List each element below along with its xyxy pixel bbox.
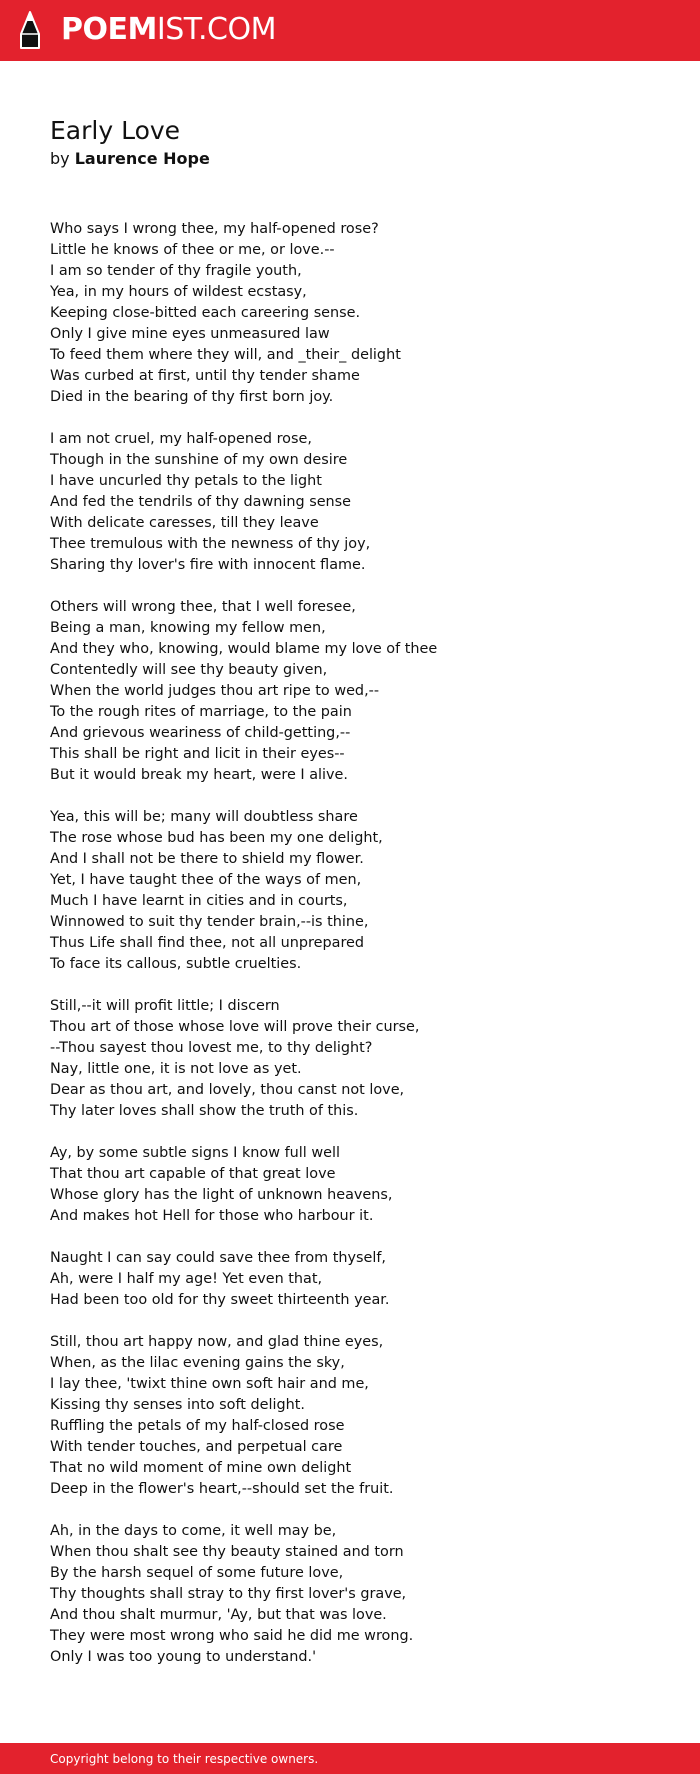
poem-author: Laurence Hope (74, 149, 210, 168)
poem-line: Naught I can say could save thee from thyself, (50, 1250, 387, 1266)
poem-stanza (50, 219, 670, 408)
poem-line: Still, thou art happy now, and glad thine eyes, (50, 1334, 384, 1350)
poem-line: When, as the lilac evening gains the sky, (50, 1355, 345, 1371)
poem-line: When thou shalt see thy beauty stained and torn (50, 1544, 404, 1560)
poem-stanza (50, 429, 670, 576)
poem-line: To feed them where they will, and _their_ delight (50, 347, 401, 363)
poem-line: When the world judges thou art ripe to wed,-- (50, 683, 380, 699)
poem-byline (50, 147, 210, 171)
poem-line: Was curbed at first, until thy tender shame (50, 368, 360, 384)
poem-line: Dear as thou art, and lovely, thou canst not love, (50, 1082, 405, 1098)
poem-line: But it would break my heart, were I alive. (50, 767, 348, 783)
poem-stanza (50, 1143, 670, 1227)
site-logo-link[interactable] (61, 11, 276, 49)
poem-line: Yea, in my hours of wildest ecstasy, (50, 284, 307, 300)
poem-line: Winnowed to suit thy tender brain,--is thine, (50, 914, 369, 930)
poem-line: Sharing thy lover's fire with innocent flame. (50, 557, 366, 573)
poem-line: Yet, I have taught thee of the ways of men, (50, 872, 362, 888)
poem-line: The rose whose bud has been my one delight, (50, 830, 383, 846)
brand-light-text: IST.COM (156, 12, 276, 47)
poem-line: Kissing thy senses into soft delight. (50, 1397, 305, 1413)
footer-copyright: Copyright belong to their respective owners. (50, 1752, 319, 1766)
poem-line: Ay, by some subtle signs I know full well (50, 1145, 340, 1161)
poem-line: Ruffling the petals of my half-closed rose (50, 1418, 345, 1434)
poem-line: Thy later loves shall show the truth of this. (50, 1103, 359, 1119)
poem-line: Deep in the flower's heart,--should set the fruit. (50, 1481, 394, 1497)
poem-line: Much I have learnt in cities and in courts, (50, 893, 348, 909)
poem-line: Yea, this will be; many will doubtless share (50, 809, 358, 825)
pencil-tip-icon[interactable] (17, 10, 43, 51)
poem-line: Contentedly will see thy beauty given, (50, 662, 328, 678)
byline-prefix: by (50, 149, 70, 168)
poem-line: To face its callous, subtle cruelties. (50, 956, 302, 972)
poem-line: They were most wrong who said he did me wrong. (50, 1628, 414, 1644)
poem-line: This shall be right and licit in their eyes-- (50, 746, 345, 762)
poem-line: With tender touches, and perpetual care (50, 1439, 343, 1455)
poem-line: And grievous weariness of child-getting,-- (50, 725, 351, 741)
poem-stanza (50, 597, 670, 786)
poem-line: And thou shalt murmur, 'Ay, but that was love. (50, 1607, 387, 1623)
poem-title: Early Love (50, 116, 181, 145)
poem-line: Thus Life shall find thee, not all unprepared (50, 935, 365, 951)
poem-line: With delicate caresses, till they leave (50, 515, 319, 531)
poem-line: Thee tremulous with the newness of thy joy, (50, 536, 371, 552)
poem-stanza (50, 1332, 670, 1500)
brand-bold-text: POEM (61, 12, 157, 47)
poem-line: And makes hot Hell for those who harbour it. (50, 1208, 374, 1224)
poem-line: And they who, knowing, would blame my love of thee (50, 641, 438, 657)
poem-stanza (50, 1248, 670, 1311)
poem-body (50, 219, 670, 1689)
poem-line: I am so tender of thy fragile youth, (50, 263, 302, 279)
poem-line: Thy thoughts shall stray to thy first lover's grave, (50, 1586, 407, 1602)
poem-line: Though in the sunshine of my own desire (50, 452, 348, 468)
poem-line: Had been too old for thy sweet thirteenth year. (50, 1292, 390, 1308)
poem-line: Ah, in the days to come, it well may be, (50, 1523, 337, 1539)
poem-line: And I shall not be there to shield my flower. (50, 851, 364, 867)
poem-line: Died in the bearing of thy first born joy. (50, 389, 334, 405)
poem-line: Who says I wrong thee, my half-opened rose? (50, 221, 379, 237)
poem-line: Keeping close-bitted each careering sense. (50, 305, 361, 321)
poem-stanza (50, 807, 670, 975)
poem-line: Nay, little one, it is not love as yet. (50, 1061, 302, 1077)
poem-stanza (50, 996, 670, 1122)
poem-line: Being a man, knowing my fellow men, (50, 620, 326, 636)
poem-line: --Thou sayest thou lovest me, to thy delight? (50, 1040, 373, 1056)
poem-line: Others will wrong thee, that I well foresee, (50, 599, 356, 615)
site-header (0, 0, 700, 61)
poem-line: I have uncurled thy petals to the light (50, 473, 322, 489)
poem-stanza (50, 1521, 670, 1668)
poem-line: I am not cruel, my half-opened rose, (50, 431, 312, 447)
poem-line: Still,--it will profit little; I discern (50, 998, 280, 1014)
poem-line: By the harsh sequel of some future love, (50, 1565, 344, 1581)
site-footer (0, 1743, 700, 1774)
poem-line: That no wild moment of mine own delight (50, 1460, 352, 1476)
poem-line: Only I was too young to understand.' (50, 1649, 317, 1665)
poem-line: Ah, were I half my age! Yet even that, (50, 1271, 323, 1287)
poem-line: And fed the tendrils of thy dawning sense (50, 494, 352, 510)
poem-line: Only I give mine eyes unmeasured law (50, 326, 330, 342)
poem-line: Thou art of those whose love will prove their curse, (50, 1019, 420, 1035)
poem-line: Whose glory has the light of unknown heavens, (50, 1187, 393, 1203)
poem-line: I lay thee, 'twixt thine own soft hair and me, (50, 1376, 369, 1392)
poem-line: That thou art capable of that great love (50, 1166, 336, 1182)
poem-line: Little he knows of thee or me, or love.-- (50, 242, 335, 258)
poem-line: To the rough rites of marriage, to the pain (50, 704, 352, 720)
